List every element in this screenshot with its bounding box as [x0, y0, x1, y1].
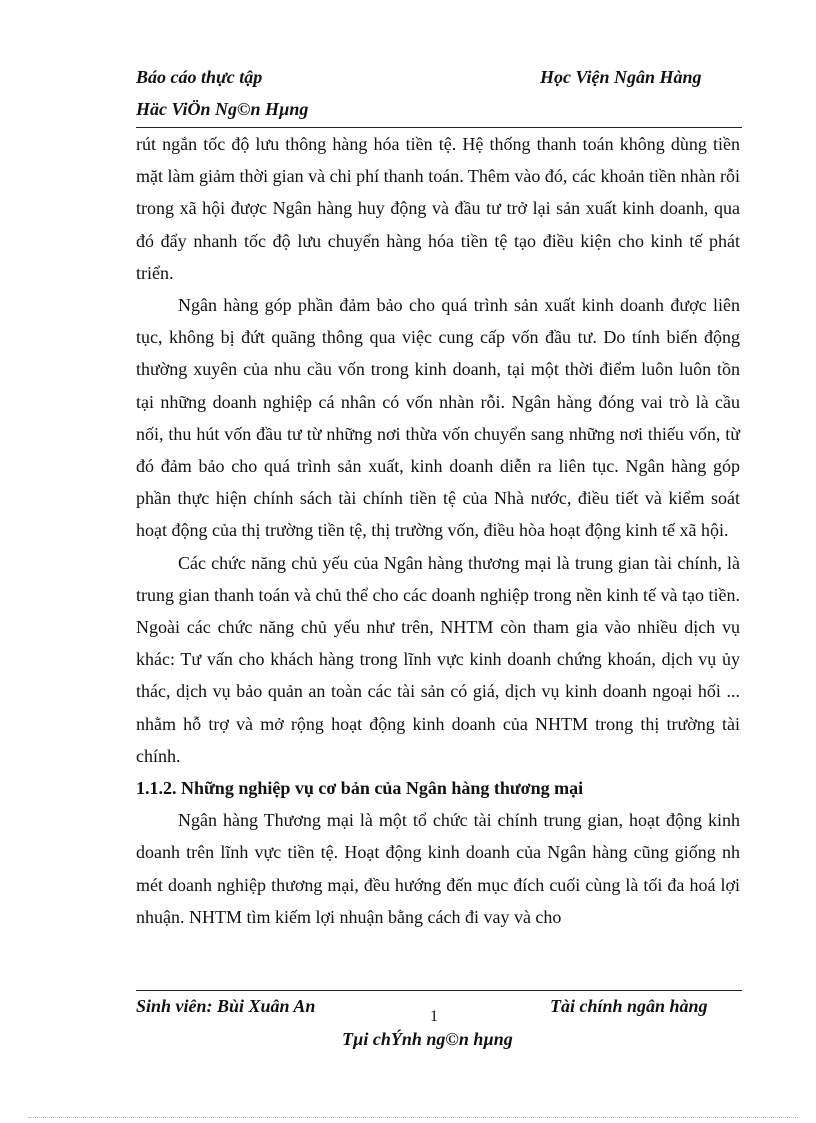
header-left-title: Báo cáo thực tập — [136, 67, 263, 87]
footer-major: Tài chính ngân hàng — [550, 996, 708, 1016]
body-text — [136, 128, 740, 933]
section-heading: 1.1.2. Những nghiệp vụ cơ bản của Ngân hàng thương mại — [136, 778, 584, 799]
footer-garbled-text: Tµi chÝnh ng©n hµng — [342, 1029, 513, 1049]
paragraph-1: rút ngắn tốc độ lưu thông hàng hóa tiền tệ. Hệ thống thanh toán không dùng tiền mặt làm giảm thời gian và chi phí thanh toán. Thêm vào đó, các khoản tiền nhàn rỗi trong xã hội được Ngân hàng huy động và đầu tư trở lại sản xuất kinh doanh, qua đó đẩy nhanh tốc độ lưu chuyển hàng hóa tiền tệ tạo điều kiện cho kinh tế phát triển. — [136, 134, 740, 283]
paragraph-3: Các chức năng chủ yếu của Ngân hàng thương mại là trung gian tài chính, là trung gian thanh toán và chủ thể cho các doanh nghiệp trong nền kinh tế và tạo tiền. Ngoài các chức năng chủ yếu như trên, NHTM còn tham gia vào nhiều dịch vụ khác: Tư vấn cho khách hàng trong lĩnh vực kinh doanh chứng khoán, dịch vụ ủy thác, dịch vụ bảo quản an toàn các tài sản có giá, dịch vụ kinh doanh ngoại hối ... nhằm hỗ trợ và mở rộng hoạt động kinh doanh của NHTM trong thị trường tài chính. — [136, 552, 740, 766]
header-garbled-text: Häc ViÖn Ng©n Hµng — [136, 99, 309, 119]
page-number: 1 — [430, 1008, 438, 1025]
footer-rule — [136, 990, 742, 991]
header-right-title: Học Viện Ngân Hàng — [540, 67, 702, 87]
paragraph-4: Ngân hàng Thương mại là một tổ chức tài chính trung gian, hoạt động kinh doanh trên lĩnh vực tiền tệ. Hoạt động kinh doanh của Ngân hàng cũng giống nh mét doanh nghiệp thương mại, đều hướng đến mục đích cuối cùng là tối đa hoá lợi nhuận. NHTM tìm kiếm lợi nhuận bằng cách đi vay và cho — [136, 810, 740, 927]
paragraph-2: Ngân hàng góp phần đảm bảo cho quá trình sản xuất kinh doanh được liên tục, không bị đứt quãng thông qua việc cung cấp vốn đầu tư. Do tính biến động thường xuyên của nhu cầu vốn trong kinh doanh, tại một thời điểm luôn luôn tồn tại những doanh nghiệp cá nhân có vốn nhàn rỗi. Ngân hàng đóng vai trò là cầu nối, thu hút vốn đầu tư từ những nơi thừa vốn chuyển sang những nơi thiếu vốn, từ đó đảm bảo cho quá trình sản xuất, kinh doanh diễn ra liên tục. Ngân hàng góp phần thực hiện chính sách tài chính tiền tệ của Nhà nước, điều tiết và kiểm soát hoạt động của thị trường tiền tệ, thị trường vốn, điều hòa hoạt động kinh tế xã hội. — [136, 295, 740, 541]
footer-student: Sinh viên: Bùi Xuân An — [136, 996, 316, 1016]
page-edge-dots — [28, 1117, 798, 1118]
